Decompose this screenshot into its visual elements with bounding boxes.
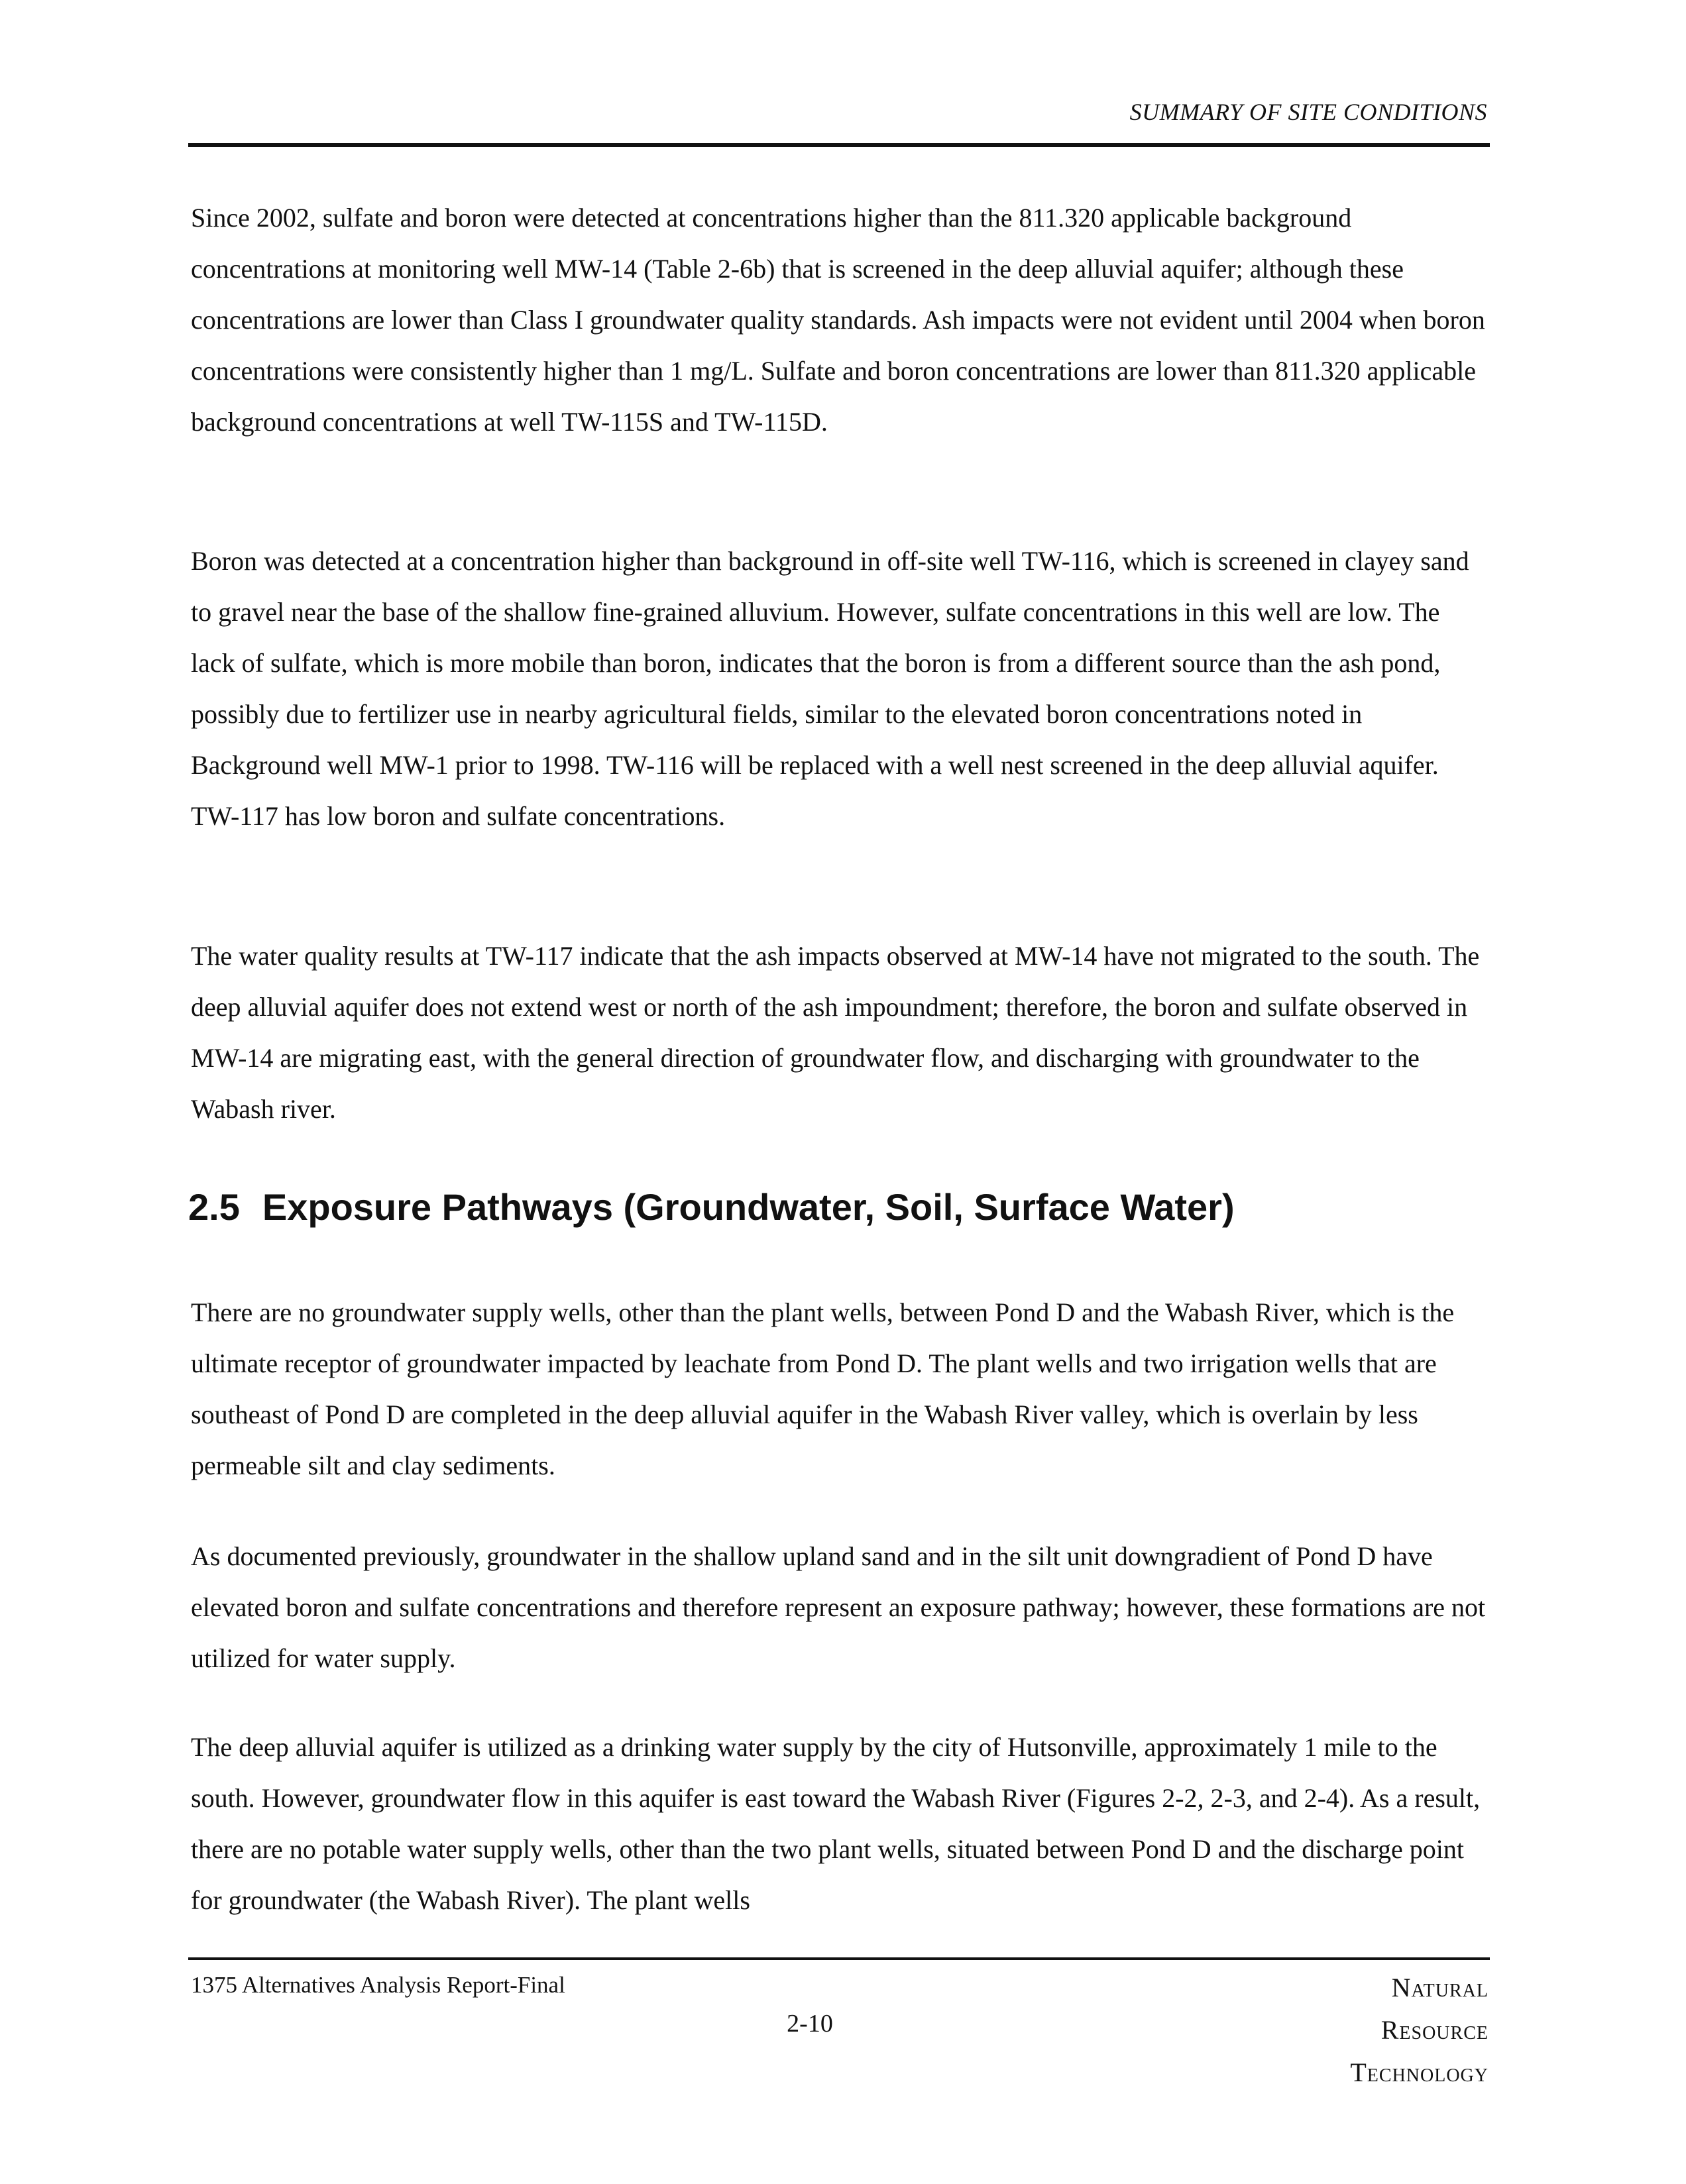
company-line-3: Technology: [1350, 2057, 1489, 2087]
header-rule: [188, 143, 1490, 147]
paragraph-5: As documented previously, groundwater in the shallow upland sand and in the silt unit downgradient of Pond D have elevated boron and sulfate concentrations and therefore represent an exposure pathway; however, these formations are not utilized for water supply.: [191, 1541, 1486, 1673]
paragraph-1: Since 2002, sulfate and boron were detected at concentrations higher than the 811.320 applicable background concentrations at monitoring well MW-14 (Table 2-6b) that is screened in the deep alluvial aquifer; although these concentrations are lower than Class I groundwater quality standards. Ash impacts were not evident until 2004 when boron concentrations were consistently higher than 1 mg/L. Sulfate and boron concentrations are lower than 811.320 applicable background concentrations at well TW-115S and TW-115D.: [191, 203, 1485, 437]
section-title: Exposure Pathways (Groundwater, Soil, Surface Water): [262, 1186, 1235, 1228]
section-number: 2.5: [188, 1186, 240, 1228]
paragraph-6: The deep alluvial aquifer is utilized as a drinking water supply by the city of Hutsonville, approximately 1 mile to the south. However, groundwater flow in this aquifer is east toward the Wabash River (Figures 2-2, 2-3, and 2-4). As a result, there are no potable water supply wells, other than the two plant wells, situated between Pond D and the discharge point for groundwater (the Wabash River). The plant wells: [191, 1732, 1481, 1915]
company-line-1: Natural: [1391, 1973, 1489, 2002]
paragraph-2: Boron was detected at a concentration higher than background in off-site well TW-116, which is screened in clayey sand to gravel near the base of the shallow fine-grained alluvium. However, sulfate concentrations in this well are low. The lack of sulfate, which is more mobile than boron, indicates that the boron is from a different source than the ash pond, possibly due to fertilizer use in nearby agricultural fields, similar to the elevated boron concentrations noted in Background well MW-1 prior to 1998. TW-116 will be replaced with a well nest screened in the deep alluvial aquifer. TW-117 has low boron and sulfate concentrations.: [191, 546, 1469, 831]
footer-report-name: 1375 Alternatives Analysis Report-Final: [191, 1972, 565, 1998]
company-name: [1350, 1967, 1489, 2094]
paragraph-4: There are no groundwater supply wells, other than the plant wells, between Pond D and the Wabash River, which is the ultimate receptor of groundwater impacted by leachate from Pond D. The plant wells and two irrigation wells that are southeast of Pond D are completed in the deep alluvial aquifer in the Wabash River valley, which is overlain by less permeable silt and clay sediments.: [191, 1297, 1455, 1480]
company-line-2: Resource: [1380, 2015, 1489, 2045]
page-number: 2-10: [787, 2010, 833, 2038]
section-heading: [188, 1182, 1487, 1232]
footer-rule: [188, 1957, 1490, 1960]
paragraph-3: The water quality results at TW-117 indicate that the ash impacts observed at MW-14 have not migrated to the south. The deep alluvial aquifer does not extend west or north of the ash impoundment; therefore, the boron and sulfate observed in MW-14 are migrating east, with the general direction of groundwater flow, and discharging with groundwater to the Wabash river.: [191, 941, 1480, 1124]
running-header: SUMMARY OF SITE CONDITIONS: [1129, 99, 1487, 125]
